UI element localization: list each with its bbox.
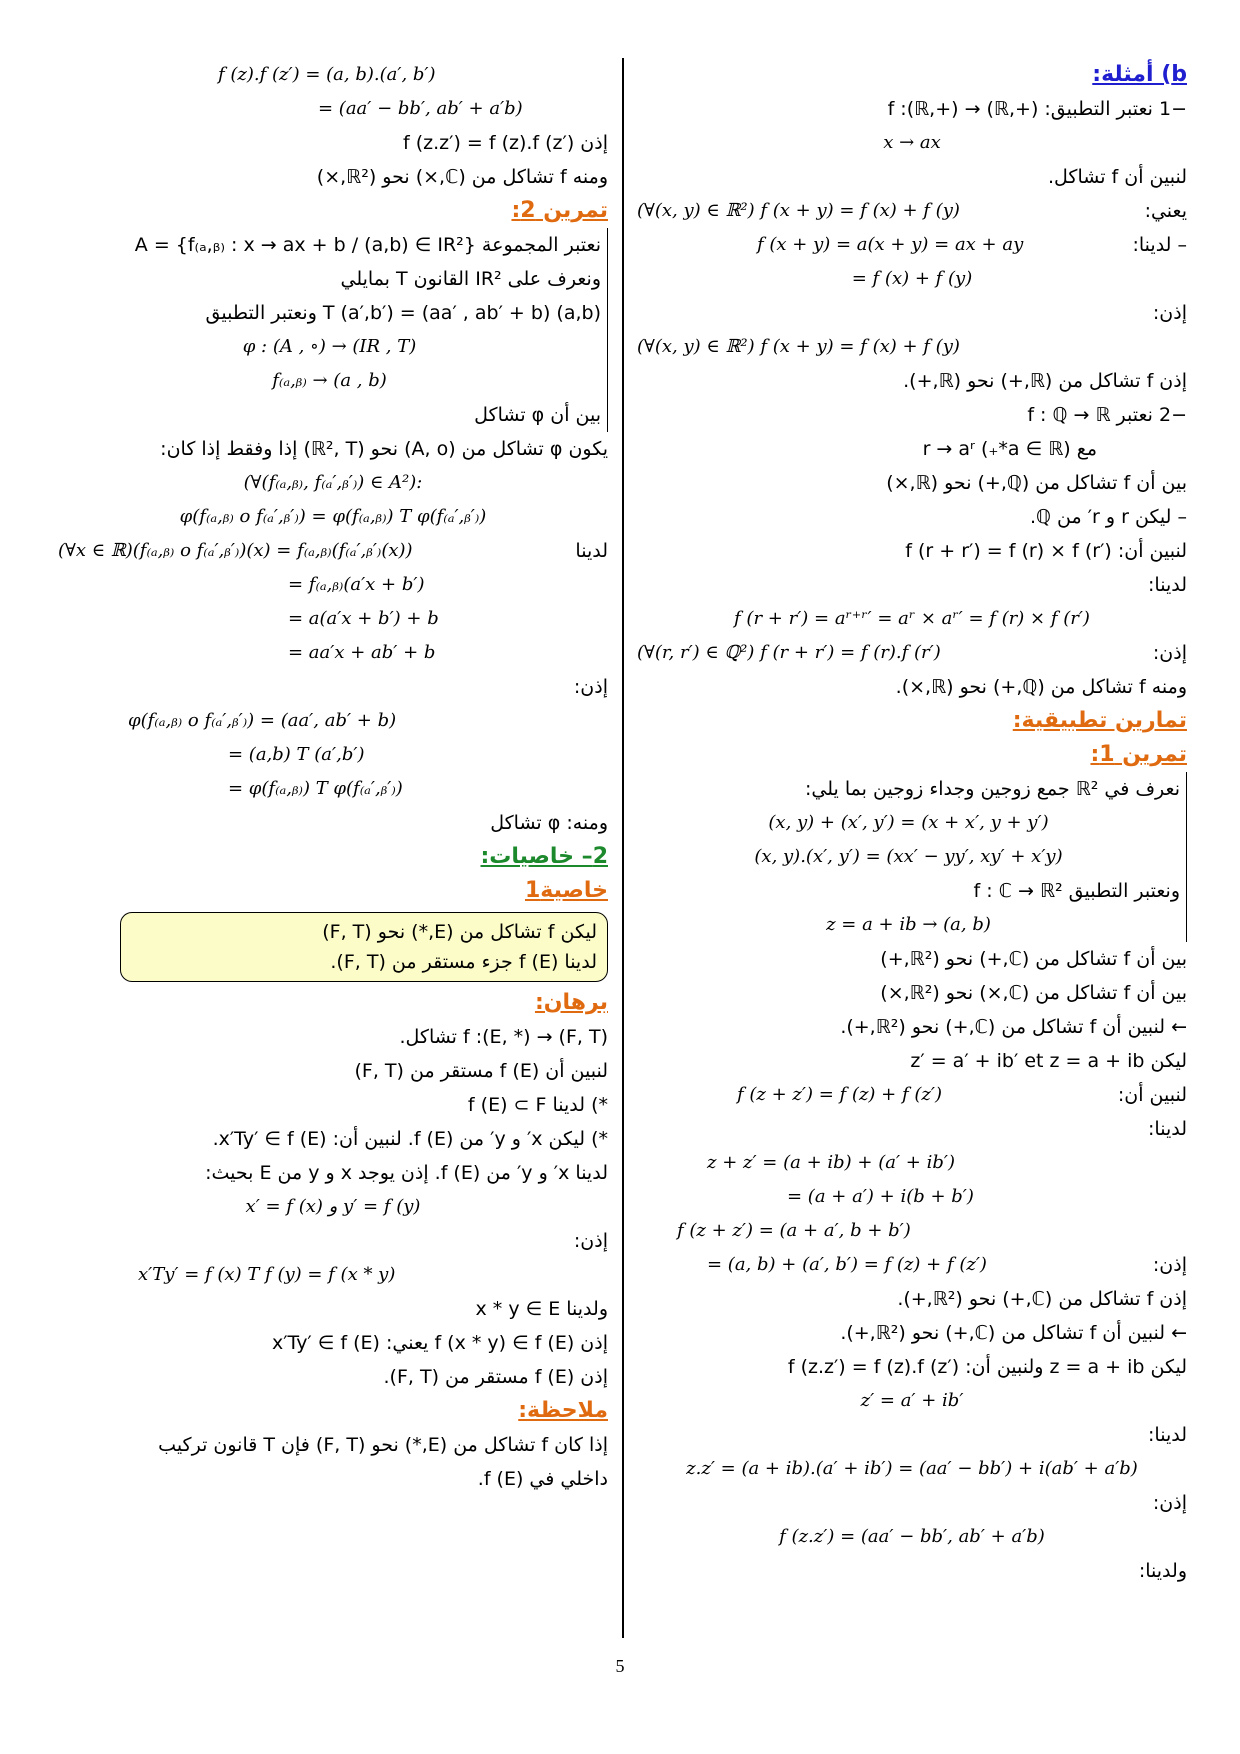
- text-line: −1 نعتبر التطبيق: f :(ℝ,+) → (ℝ,+): [887, 98, 1187, 120]
- section-title-exercise-2: تمرين 2:: [511, 198, 608, 223]
- text-line: لنبين أن: f (r + r′) = f (r) × f (r′): [905, 540, 1187, 562]
- text-line: لنبين أن f (E) مستقر من (F, T): [354, 1060, 608, 1082]
- math-line: x′Ty′ = f (x) T f (y) = f (x * y): [138, 1264, 396, 1285]
- math-line: f (z.z′) = (aa′ − bb′, ab′ + a′b): [779, 1526, 1045, 1547]
- text-line: ومنه: φ تشاكل: [490, 812, 608, 834]
- text-line: لدينا f (E) جزء مستقر من (F, T).: [330, 951, 597, 973]
- text-line: إذن f تشاكل من (ℝ,+) نحو (ℝ,+).: [903, 370, 1187, 392]
- section-title-property-1: خاصية1: [524, 878, 608, 903]
- text-line: ليكن f تشاكل من (E,*) نحو (F, T): [322, 921, 597, 943]
- text-line: لدينا:: [1148, 1118, 1187, 1140]
- section-title-exercise-1: تمرين 1:: [1090, 742, 1187, 767]
- text-label: لدينا: [575, 540, 608, 562]
- text-label: لنبين أن:: [1117, 1084, 1187, 1106]
- text-line: إذا كان f تشاكل من (E,*) نحو (F, T) فإن T قانون تركيب: [158, 1434, 608, 1456]
- text-line: ولدينا x * y ∈ E: [475, 1298, 608, 1320]
- math-line: = a(a′x + b′) + b: [288, 608, 439, 629]
- text-line: لدينا x′ و y′ من f (E). إذن يوجد x و y من E بحيث:: [205, 1162, 608, 1184]
- text-line: لدينا:: [1148, 574, 1187, 596]
- math-line: = (aa′ − bb′, ab′ + a′b): [318, 98, 523, 119]
- math-line: z = a + ib → (a, b): [826, 914, 991, 935]
- math-expr: (∀(x, y) ∈ ℝ²) f (x + y) = f (x) + f (y): [637, 200, 960, 221]
- text-line: ← لنبين أن f تشاكل من (ℂ,+) نحو (ℝ²,+).: [840, 1322, 1187, 1344]
- text-line: نعرف في ℝ² جمع زوجين وجداء زوجين بما يلي:: [805, 778, 1180, 800]
- text-line: ولدينا:: [1138, 1560, 1187, 1582]
- text-line: *) ليكن x′ و y′ من f (E). لنبين أن: x′Ty′ ∈ f (E).: [212, 1128, 608, 1150]
- math-line: φ(f₍ₐ,ᵦ₎ o f₍ₐ′,ᵦ′₎) = (aa′, ab′ + b): [128, 710, 397, 731]
- math-line: f (z + z′) = (a + a′, b + b′): [677, 1220, 911, 1241]
- text-line: – ليكن r و r′ من ℚ.: [1029, 506, 1187, 528]
- math-line: x′ = f (x) و y′ = f (y): [245, 1196, 421, 1217]
- math-expr: (∀x ∈ ℝ)(f₍ₐ,ᵦ₎ o f₍ₐ′,ᵦ′₎)(x) = f₍ₐ,ᵦ₎(f₍ₐ′,ᵦ′₎(x)): [58, 540, 413, 561]
- column-divider: [622, 58, 624, 1638]
- text-line: إذن:: [573, 1230, 608, 1252]
- text-line: −2 نعتبر f : ℚ → ℝ: [1027, 404, 1187, 426]
- section-title-note: ملاحظة:: [518, 1398, 608, 1423]
- math-line: f₍ₐ,ᵦ₎ → (a , b): [272, 370, 387, 391]
- math-line: φ : (A , ∘) → (IR , T): [242, 336, 417, 357]
- text-line: ومنه f تشاكل من (ℚ,+) نحو (ℝ,×).: [895, 676, 1187, 698]
- text-line: إذن:: [1152, 1492, 1187, 1514]
- math-line: f (r + r′) = aʳ⁺ʳ′ = aʳ × aʳ′ = f (r) × f (r′): [734, 608, 1090, 629]
- text-line: إذن f (x * y) ∈ f (E) يعني: x′Ty′ ∈ f (E): [271, 1332, 608, 1354]
- text-line: بين أن f تشاكل من (ℚ,+) نحو (ℝ,×): [886, 472, 1187, 494]
- math-line: (x, y) + (x′, y′) = (x + x′, y + y′): [768, 812, 1049, 833]
- text-line: يكون φ تشاكل من (A, o) نحو (ℝ², T) إذا وفقط إذا كان:: [160, 438, 608, 460]
- text-line: ليكن z = a + ib ولنبين أن: f (z.z′) = f (z).f (z′): [787, 1356, 1187, 1378]
- text-label: إذن:: [1152, 642, 1187, 664]
- math-line: z + z′ = (a + ib) + (a′ + ib′): [707, 1152, 955, 1173]
- math-line: z.z′ = (a + ib).(a′ + ib′) = (aa′ − bb′) + i(ab′ + a′b): [686, 1458, 1138, 1479]
- text-line: إذن f (E) مستقر من (F, T).: [383, 1366, 608, 1388]
- text-line: إذن:: [573, 676, 608, 698]
- math-line: = f (x) + f (y): [851, 268, 973, 289]
- text-line: بين أن f تشاكل من (ℂ,×) نحو (ℝ²,×): [880, 982, 1187, 1004]
- text-label: – لدينا:: [1132, 234, 1187, 256]
- text-line: إذن:: [1152, 302, 1187, 324]
- text-line: ونعرف على IR² القانون T بمايلي: [340, 268, 601, 290]
- math-line: (∀(x, y) ∈ ℝ²) f (x + y) = f (x) + f (y): [637, 336, 960, 357]
- text-line: إذن f (z.z′) = f (z).f (z′): [403, 132, 608, 154]
- text-line: لنبين أن f تشاكل.: [1047, 166, 1187, 188]
- left-column: [58, 58, 608, 1496]
- text-line: ونعتبر التطبيق f : ℂ → ℝ²: [973, 880, 1180, 902]
- text-line: لدينا:: [1148, 1424, 1187, 1446]
- text-label: يعني:: [1144, 200, 1187, 222]
- math-line: = φ(f₍ₐ,ᵦ₎) T φ(f₍ₐ′,ᵦ′₎): [228, 778, 403, 799]
- section-title-proof: برهان:: [534, 990, 608, 1015]
- math-line: φ(f₍ₐ,ᵦ₎ o f₍ₐ′,ᵦ′₎) = φ(f₍ₐ,ᵦ₎) T φ(f₍ₐ′,ᵦ′₎): [179, 506, 487, 527]
- text-line: ومنه f تشاكل من (ℂ,×) نحو (ℝ²,×): [316, 166, 608, 188]
- text-line: مع (a ∈ ℝ*₊) r → aʳ: [922, 438, 1097, 460]
- section-title-applied-exercises: تمارين تطبيقية:: [1012, 708, 1187, 733]
- property-1-box: [120, 912, 608, 982]
- math-expr: f (x + y) = a(x + y) = ax + ay: [757, 234, 1024, 255]
- math-expr: (∀(r, r′) ∈ ℚ²) f (r + r′) = f (r).f (r′): [637, 642, 941, 663]
- text-line: بين أن φ تشاكل: [474, 404, 601, 426]
- text-line: f :(E, *) → (F, T) تشاكل.: [399, 1026, 608, 1048]
- exercise-1-statement: [637, 772, 1187, 942]
- math-expr: f (z + z′) = f (z) + f (z′): [737, 1084, 942, 1105]
- right-column: [637, 58, 1187, 1588]
- text-line: *) لدينا f (E) ⊂ F: [467, 1094, 608, 1116]
- text-line: داخلي في f (E).: [477, 1468, 608, 1490]
- text-line: إذن f تشاكل من (ℂ,+) نحو (ℝ²,+).: [897, 1288, 1187, 1310]
- text-line: ← لنبين أن f تشاكل من (ℂ,+) نحو (ℝ²,+).: [840, 1016, 1187, 1038]
- text-label: إذن:: [1152, 1254, 1187, 1276]
- text-line: بين أن f تشاكل من (ℂ,+) نحو (ℝ²,+): [880, 948, 1187, 970]
- math-line: x → ax: [883, 132, 941, 153]
- section-title-properties: 2– خاصيات:: [480, 844, 608, 869]
- math-line: = (a + a′) + i(b + b′): [787, 1186, 974, 1207]
- page-number: 5: [615, 1656, 625, 1676]
- math-line: f (z).f (z′) = (a, b).(a′, b′): [218, 64, 436, 85]
- math-line: = f₍ₐ,ᵦ₎(a′x + b′): [288, 574, 425, 595]
- math-expr: = (a, b) + (a′, b′) = f (z) + f (z′): [707, 1254, 987, 1275]
- math-line: = (a,b) T (a′,b′): [228, 744, 365, 765]
- exercise-2-statement: [58, 228, 608, 432]
- text-line: نعتبر المجموعة A = {f₍ₐ,ᵦ₎ : x → ax + b / (a,b) ∈ IR²}: [134, 234, 601, 256]
- section-title-examples: b) أمثلة:: [1092, 62, 1187, 87]
- text-line: (a,b) T (a′,b′) = (aa′ , ab′ + b) ونعتبر التطبيق: [205, 302, 601, 324]
- math-line: (x, y).(x′, y′) = (xx′ − yy′, xy′ + x′y): [754, 846, 1063, 867]
- math-line: (∀(f₍ₐ,ᵦ₎, f₍ₐ′,ᵦ′₎) ∈ A²):: [243, 472, 423, 493]
- text-line: ليكن z′ = a′ + ib′ et z = a + ib: [910, 1050, 1187, 1072]
- math-line: z′ = a′ + ib′: [860, 1390, 964, 1411]
- math-line: = aa′x + ab′ + b: [288, 642, 436, 663]
